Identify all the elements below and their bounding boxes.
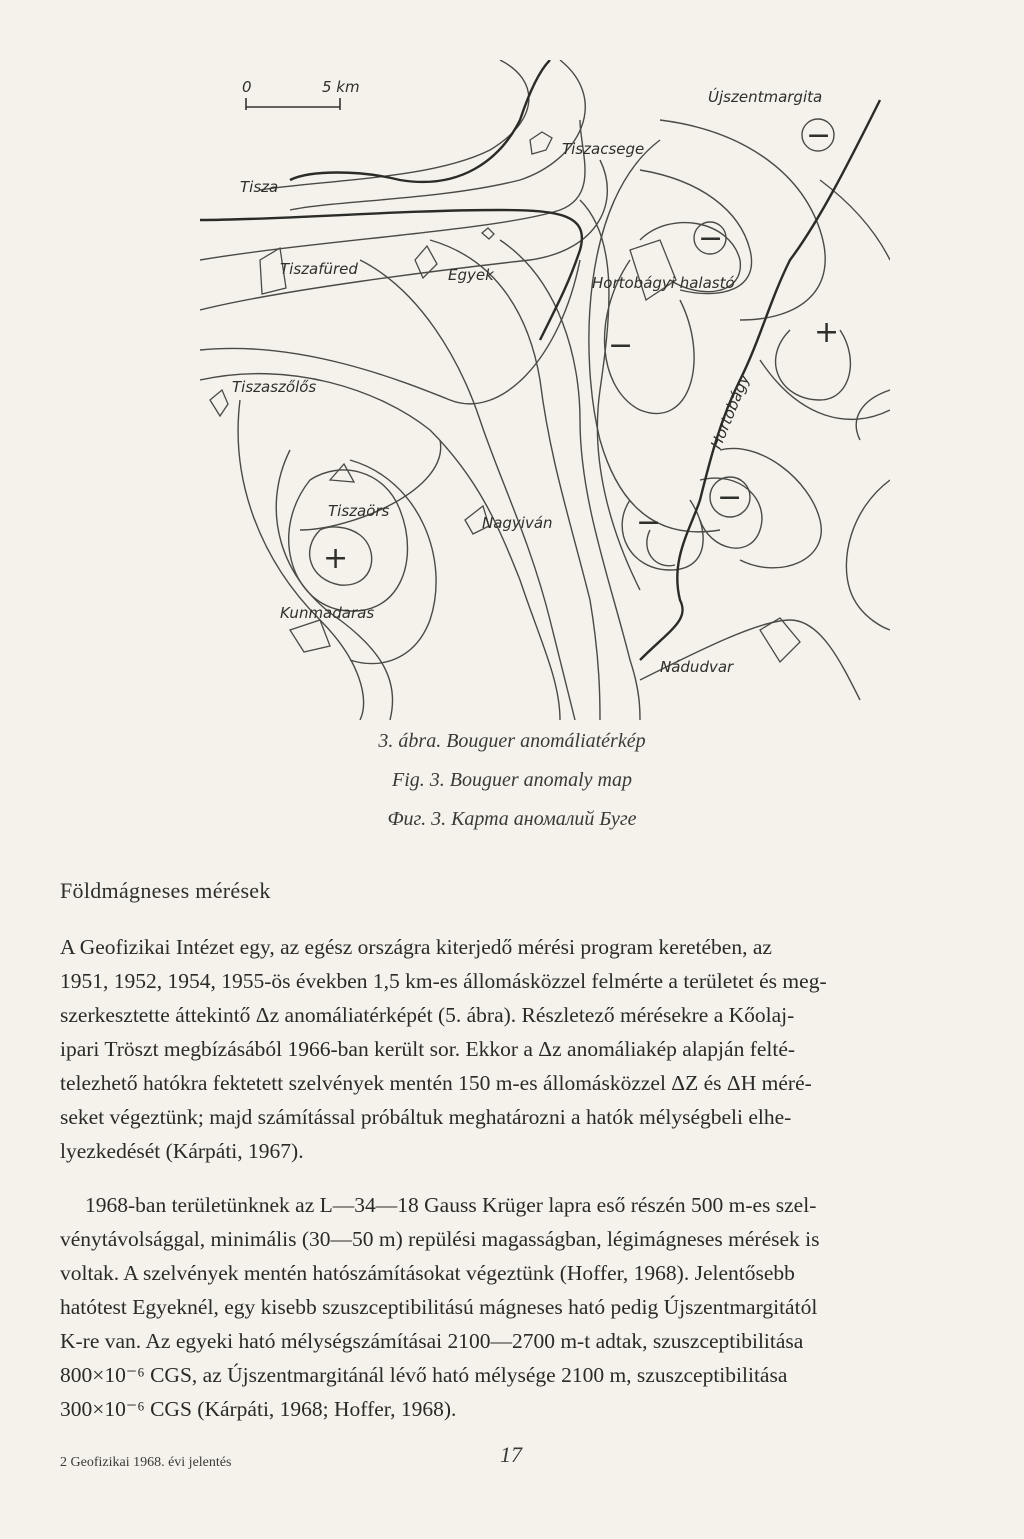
anomaly-signs [323,118,839,576]
label-nadudvar: Nádudvar [660,658,734,676]
paragraph-1 [60,930,964,1168]
figure-caption-english: Fig. 3. Bouguer anomaly map [392,769,632,791]
paragraph-2-line: 300×10⁻⁶ CGS (Kárpáti, 1968; Hoffer, 1968). [60,1397,457,1421]
label-tiszaszolos: Tiszaszőlős [232,378,317,396]
minus-sign-halasto: − [698,221,724,256]
bouguer-anomaly-map [200,60,890,720]
plus-sign-east: + [814,315,840,350]
town-outlines [210,132,800,662]
paragraph-2-line: voltak. A szelvények mentén hatószámításokat végeztünk (Hoffer, 1968). Jelentősebb [60,1261,795,1285]
paragraph-2-line: 800×10⁻⁶ CGS, az Újszentmargitánál lévő ható mélysége 2100 m, szuszceptibilitása [60,1363,788,1387]
paragraph-2-line: hatótest Egyeknél, egy kisebb szuszceptibilitású mágneses ható pedig Újszentmargitától [60,1295,818,1319]
label-tiszafured: Tiszafüred [280,260,358,278]
paragraph-1-line: 1951, 1952, 1954, 1955-ös években 1,5 km-es állomásközzel felmérte a területet és meg- [60,969,827,993]
page-number: 17 [500,1442,522,1467]
label-nagyivan: Nagyiván [482,514,553,532]
paragraph-1-line: seket végeztünk; majd számítással próbáltuk meghatározni a hatók mélységbeli elhe- [60,1105,792,1129]
paragraph-2-line: K-re van. Az egyeki ható mélységszámításai 2100—2700 m-t adtak, szuszceptibilitása [60,1329,804,1353]
running-title: 2 Geofizikai 1968. évi jelentés [60,1455,232,1470]
label-tisza: Tisza [240,178,279,196]
figure-caption-russian: Фиг. 3. Карта аномалий Буге [387,808,637,830]
tisza-river [200,210,582,340]
paragraph-2 [60,1188,964,1222]
paragraph-1-line: lyezkedését (Kárpáti, 1967). [60,1139,304,1163]
paragraph-2-line: vénytávolsággal, minimális (30—50 m) repülési magasságban, légimágneses mérések is [60,1227,820,1251]
minus-sign-north-east: − [806,118,832,153]
label-egyek: Egyek [448,266,494,284]
minus-sign-center: − [608,328,634,363]
paragraph-2-rest [60,1222,964,1426]
minus-sign-south: − [636,505,662,540]
label-hortobagyi-halasto: Hortobágyi halastó [592,274,735,292]
plus-sign-kunmadaras: + [323,541,349,576]
label-ujszentmargita: Újszentmargita [708,88,823,106]
paragraph-1-line: ipari Tröszt megbízásából 1966-ban került sor. Ekkor a Δz anomáliakép alapján felté- [60,1037,796,1061]
scale-zero: 0 [242,78,252,96]
label-tiszacsege: Tiszacsege [562,140,645,158]
figure-caption-hungarian: 3. ábra. Bouguer anomáliatérkép [378,730,646,752]
minus-sign-south-east: − [717,480,743,515]
hortobagy-river [640,100,880,660]
label-tiszaors: Tiszaörs [328,502,390,520]
paragraph-1-line: szerkesztette áttekintő Δz anomáliatérképét (5. ábra). Részletező mérésekre a Kőolaj- [60,1003,795,1027]
paragraph-1-line: A Geofizikai Intézet egy, az egész országra kiterjedő mérési program keretében, az [60,935,772,959]
label-hortobagy: Hortobágy [707,371,754,452]
scale-bar [242,78,360,110]
scale-five-km: 5 km [322,78,360,96]
label-kunmadaras: Kunmadaras [280,604,375,622]
paragraph-1-line: telezhető hatókra fektetett szelvények mentén 150 m-es állomásközzel ΔZ és ΔH méré- [60,1071,812,1095]
paragraph-2-line: 1968-ban területünknek az L—34—18 Gauss Krüger lapra eső részén 500 m-es szel- [85,1193,817,1217]
section-heading: Földmágneses mérések [60,878,271,903]
rivers [200,60,880,660]
place-labels [232,87,822,676]
